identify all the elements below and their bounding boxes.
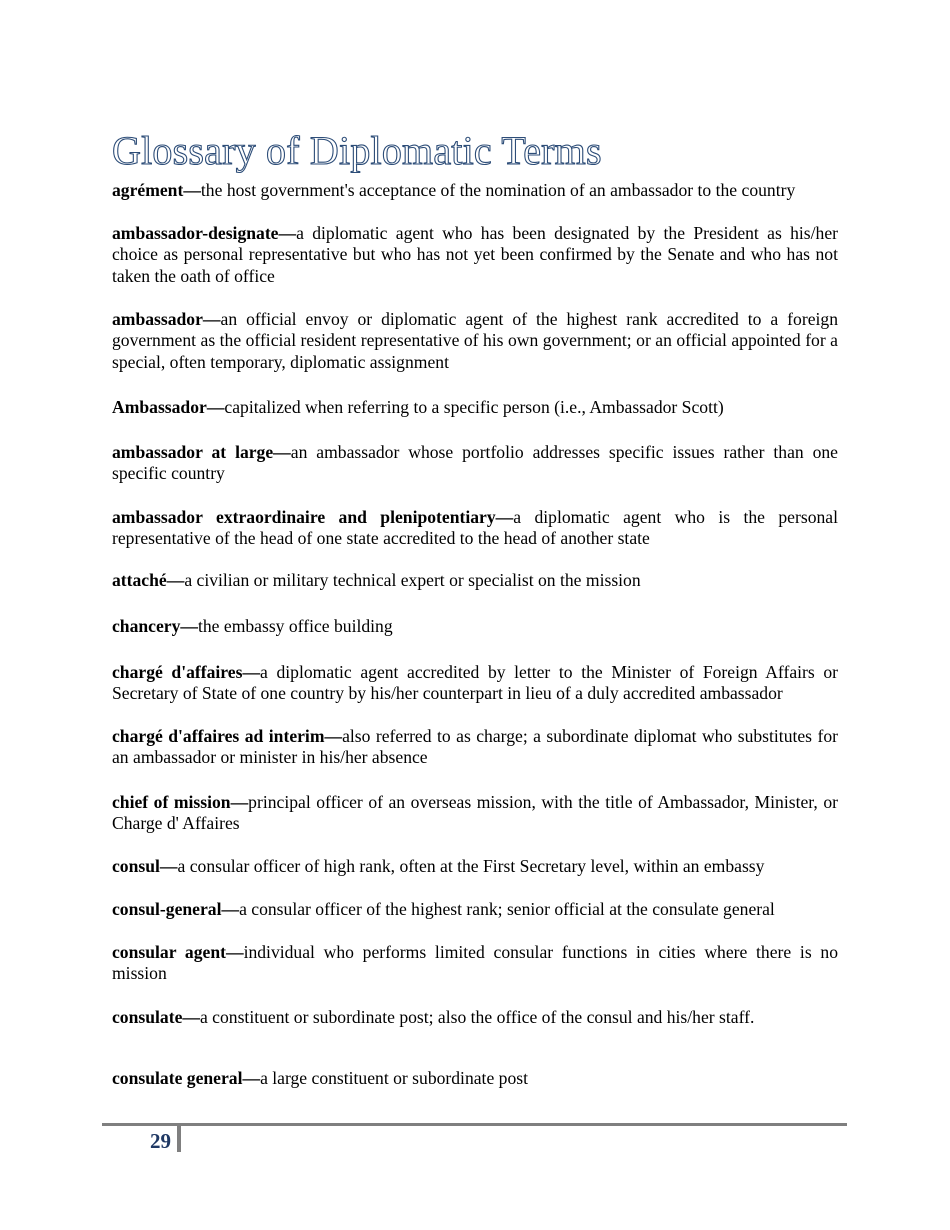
glossary-definition: a consular officer of high rank, often at the First Secretary level, within an embassy	[177, 856, 765, 876]
glossary-term: attaché—	[112, 570, 185, 590]
glossary-term: agrément—	[112, 180, 201, 200]
glossary-definition: the embassy office building	[198, 616, 393, 636]
glossary-term: ambassador extraordinaire and plenipotentiary—	[112, 507, 514, 527]
glossary-definition: a diplomatic agent who has been designated by the President as his/her choice as personal representative but who has not yet been confirmed by the Senate and who has not taken the oath of office	[112, 223, 838, 286]
glossary-definition: a diplomatic agent who is the personal representative of the head of one state accredited to the head of another state	[112, 507, 838, 549]
glossary-definition: the host government's acceptance of the nomination of an ambassador to the country	[200, 180, 796, 200]
glossary-term: ambassador-designate—	[112, 223, 297, 243]
glossary-definition: a constituent or subordinate post; also the office of the consul and his/her staff.	[199, 1007, 755, 1027]
glossary-entry	[112, 223, 838, 287]
glossary-term: ambassador—	[112, 309, 221, 329]
glossary-entry	[112, 507, 838, 550]
glossary-term: consulate—	[112, 1007, 200, 1027]
glossary-entry	[112, 309, 838, 373]
glossary-entry	[112, 442, 838, 485]
page-number-divider	[177, 1126, 181, 1152]
glossary-term: Ambassador—	[112, 397, 225, 417]
page-number: 29	[150, 1129, 171, 1153]
footer-divider	[102, 1123, 847, 1126]
glossary-entry	[112, 1007, 762, 1028]
glossary-definition: an ambassador whose portfolio addresses specific issues rather than one specific country	[112, 442, 838, 484]
glossary-definition: a consular officer of the highest rank; senior official at the consulate general	[239, 899, 775, 919]
glossary-entry	[112, 570, 838, 591]
glossary-definition: capitalized when referring to a specific person (i.e., Ambassador Scott)	[224, 397, 724, 417]
glossary-entry	[112, 942, 838, 985]
glossary-definition: principal officer of an overseas mission, with the title of Ambassador, Minister, or Charge d' Affaires	[112, 792, 839, 834]
glossary-term: ambassador at large—	[112, 442, 291, 462]
glossary-term: consul—	[112, 856, 178, 876]
glossary-entry	[112, 616, 838, 637]
glossary-entry	[112, 726, 838, 769]
glossary-entry	[112, 856, 838, 877]
glossary-entry	[112, 662, 838, 705]
glossary-definition: a large constituent or subordinate post	[260, 1068, 528, 1088]
glossary-entry	[112, 397, 838, 418]
glossary-definition: individual who performs limited consular functions in cities where there is no mission	[112, 942, 838, 984]
glossary-term: chief of mission—	[112, 792, 249, 812]
glossary-term: chargé d'affaires ad interim—	[112, 726, 343, 746]
glossary-entry	[112, 180, 838, 201]
glossary-definition: a civilian or military technical expert or specialist on the mission	[184, 570, 641, 590]
glossary-term: consul-general—	[112, 899, 240, 919]
glossary-term: chancery—	[112, 616, 198, 636]
glossary-term: consular agent—	[112, 942, 244, 962]
glossary-definition: a diplomatic agent accredited by letter to the Minister of Foreign Affairs or Secretary of State of one country by his/her counterpart in lieu of a duly accredited ambassador	[112, 662, 838, 704]
glossary-entry	[112, 899, 838, 920]
glossary-term: chargé d'affaires—	[112, 662, 261, 682]
glossary-definition: also referred to as charge; a subordinate diplomat who substitutes for an ambassador or minister in his/her absence	[112, 726, 839, 768]
page-title: Glossary of Diplomatic Terms	[112, 128, 602, 173]
glossary-entry	[112, 792, 838, 835]
glossary-definition: an official envoy or diplomatic agent of the highest rank accredited to a foreign government as the official resident representative of his own government; or an official appointed for a special, often temporary, diplomatic assignment	[112, 309, 838, 372]
glossary-entry	[112, 1068, 838, 1089]
glossary-term: consulate general—	[112, 1068, 261, 1088]
